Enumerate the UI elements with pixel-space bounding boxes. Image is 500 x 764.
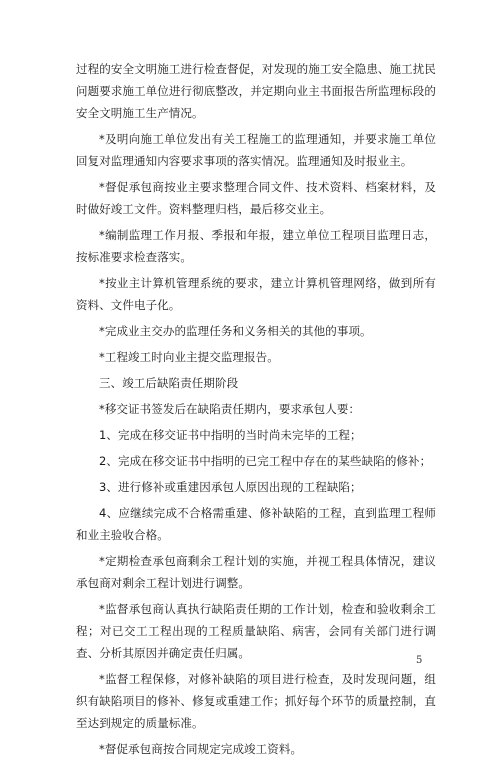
list-item: 4、应继续完成不合格需重建、修补缺陷的工程，直到监理工程师和业主验收合格。 [76, 506, 436, 542]
paragraph: *完成业主交办的监理任务和义务相关的其他的事项。 [99, 324, 372, 338]
paragraph: *及明向施工单位发出有关工程施工的监理通知，并要求施工单位回复对监理通知内容要求事项的落实情况。监理通知及时报业主。 [76, 132, 436, 168]
paragraph: *定期检查承包商剩余工程计划的实施，并视工程具体情况，建议承包商对剩余工程计划进行调整。 [76, 554, 436, 590]
section-heading: 三、竣工后缺陷责任期阶段 [99, 376, 239, 390]
paragraph: *工程竣工时向业主提交监理报告。 [99, 350, 279, 364]
paragraph: *监督承包商认真执行缺陷责任期的工作计划，检查和验收剩余工程；对已交工工程出现的工程质量缺陷、病害，会同有关部门进行调查、分析其原因并确定责任归属。 [76, 602, 436, 660]
paragraph: *督促承包商按业主要求整理合同文件、技术资料、档案材料，及时做好竣工文件。资料整理归档，最后移交业主。 [76, 180, 436, 216]
paragraph: *监督工程保修，对修补缺陷的项目进行检查，及时发现问题，组织有缺陷项目的修补、修复或重建工作；抓好每个环节的质量控制，直至达到规定的质量标准。 [76, 672, 436, 730]
paragraph: *编制监理工作月报、季报和年报，建立单位工程项目监理日志，按标准要求检查落实。 [76, 228, 436, 264]
document-body [76, 58, 436, 764]
paragraph: 过程的安全文明施工进行检查督促，对发现的施工安全隐患、施工扰民问题要求施工单位进行彻底整改，并定期向业主书面报告所监理标段的安全文明施工生产情况。 [76, 62, 436, 120]
list-item: 1、完成在移交证书中指明的当时尚未完毕的工程； [99, 428, 362, 442]
page-number: 5 [416, 655, 423, 666]
paragraph: *督促承包商按合同规定完成竣工资料。 [99, 742, 303, 756]
list-item: 2、完成在移交证书中指明的已完工程中存在的某些缺陷的修补； [99, 454, 432, 468]
paragraph: *按业主计算机管理系统的要求，建立计算机管理网络，做到所有资料、文件电子化。 [76, 276, 436, 312]
paragraph: *移交证书签发后在缺陷责任期内，要求承包人要： [99, 402, 361, 416]
list-item: 3、进行修补或重建因承包人原因出现的工程缺陷； [99, 480, 362, 494]
